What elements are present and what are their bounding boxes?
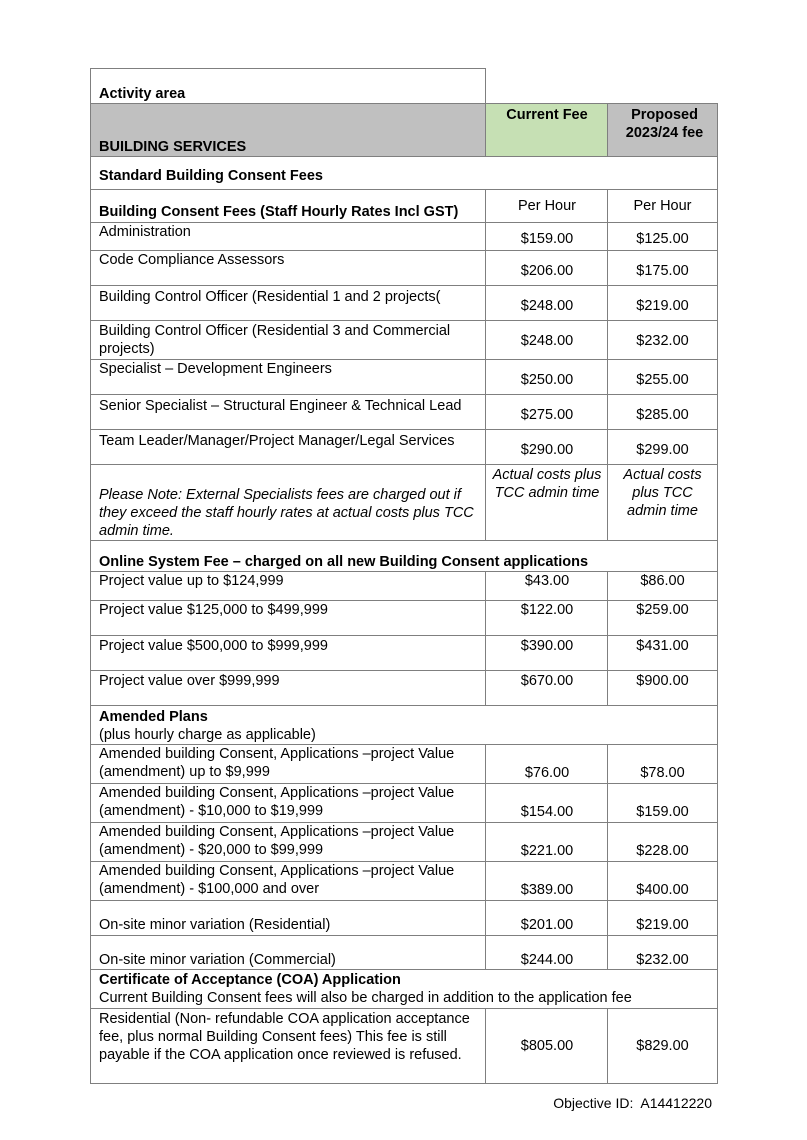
current-fee-cell xyxy=(485,285,608,321)
current-fee-cell xyxy=(485,222,608,251)
current-fee-value: $248.00 xyxy=(520,332,574,349)
row-label: Project value up to $124,999 xyxy=(99,573,284,589)
hourly-unit-proposed-text: Per Hour xyxy=(633,197,692,214)
current-fee-value: $122.00 xyxy=(520,602,574,618)
current-fee-header-text: Current Fee xyxy=(506,107,588,123)
current-fee-cell xyxy=(485,600,608,636)
proposed-fee-cell xyxy=(607,670,718,706)
proposed-fee-cell xyxy=(607,571,718,601)
row-label: Amended building Consent, Applications –project Value (amendment) - $100,000 and over xyxy=(99,863,455,897)
table-row xyxy=(90,359,486,395)
current-fee-value: $206.00 xyxy=(520,263,574,279)
online-fee-heading xyxy=(90,540,718,572)
note-current-cell xyxy=(485,464,608,541)
standard-fees-heading-text: Standard Building Consent Fees xyxy=(99,167,323,184)
proposed-fee-value: $159.00 xyxy=(636,804,689,820)
table-row xyxy=(90,250,486,286)
proposed-fee-header xyxy=(607,103,718,157)
table-row xyxy=(90,222,486,251)
current-fee-value: $159.00 xyxy=(520,231,574,247)
row-label: Residential (Non- refundable COA application acceptance fee, plus normal Building Consent fees) This fee is still payable if the COA application once reviewed is refused. xyxy=(99,1011,470,1063)
proposed-fee-value: $219.00 xyxy=(636,298,689,314)
proposed-fee-cell xyxy=(607,285,718,321)
coa-title: Certificate of Acceptance (COA) Application xyxy=(99,972,401,988)
current-fee-cell xyxy=(485,394,608,430)
hourly-unit-current xyxy=(485,189,608,223)
current-fee-value: $221.00 xyxy=(520,843,574,859)
table-row xyxy=(90,822,486,862)
standard-fees-heading xyxy=(90,156,718,190)
current-fee-cell xyxy=(485,320,608,360)
current-fee-cell xyxy=(485,1008,608,1084)
current-fee-value: $43.00 xyxy=(524,573,570,589)
hourly-rates-heading xyxy=(90,189,486,223)
proposed-fee-value: $900.00 xyxy=(636,673,689,689)
proposed-fee-value: $78.00 xyxy=(640,765,685,781)
proposed-fee-cell xyxy=(607,900,718,936)
current-fee-value: $670.00 xyxy=(520,673,574,689)
note-text: Please Note: External Specialists fees are charged out if they exceed the staff hourly rates at actual costs plus TCC admin time. xyxy=(99,487,474,539)
current-fee-value: $290.00 xyxy=(520,442,574,458)
section-title-cell xyxy=(90,103,486,157)
proposed-fee-cell xyxy=(607,783,718,823)
current-fee-cell xyxy=(485,635,608,671)
proposed-fee-cell xyxy=(607,359,718,395)
row-label: Team Leader/Manager/Project Manager/Legal Services xyxy=(99,433,455,449)
proposed-fee-value: $259.00 xyxy=(636,602,689,618)
objective-id-text: Objective ID: A14412220 xyxy=(553,1095,712,1111)
proposed-fee-header-text: Proposed 2023/24 fee xyxy=(625,107,704,141)
current-fee-value: $389.00 xyxy=(520,882,574,898)
table-row xyxy=(90,635,486,671)
proposed-fee-cell xyxy=(607,222,718,251)
current-fee-value: $250.00 xyxy=(520,372,574,388)
current-fee-value: $275.00 xyxy=(520,407,574,423)
proposed-fee-value: $232.00 xyxy=(636,332,689,349)
proposed-fee-cell xyxy=(607,822,718,862)
current-fee-value: $76.00 xyxy=(524,765,570,781)
note-proposed-cell xyxy=(607,464,718,541)
activity-area-text: Activity area xyxy=(99,86,186,102)
table-row xyxy=(90,1008,486,1084)
table-row xyxy=(90,744,486,784)
proposed-fee-value: $228.00 xyxy=(636,843,689,859)
hourly-rates-heading-text: Building Consent Fees (Staff Hourly Rates Incl GST) xyxy=(99,204,459,220)
current-fee-cell xyxy=(485,429,608,465)
table-row xyxy=(90,600,486,636)
proposed-fee-cell xyxy=(607,600,718,636)
proposed-fee-cell xyxy=(607,935,718,970)
current-fee-cell xyxy=(485,250,608,286)
table-row xyxy=(90,285,486,321)
row-label: Project value $500,000 to $999,999 xyxy=(99,638,328,654)
row-label: Amended building Consent, Applications –project Value (amendment) - $20,000 to $99,999 xyxy=(99,824,455,858)
current-fee-value: $154.00 xyxy=(520,804,574,820)
table-row xyxy=(90,861,486,901)
proposed-fee-value: $232.00 xyxy=(636,952,689,968)
external-specialists-note xyxy=(90,464,486,541)
row-label: Administration xyxy=(99,224,191,240)
amended-plans-heading xyxy=(90,705,718,745)
coa-heading xyxy=(90,969,718,1009)
proposed-fee-value: $431.00 xyxy=(636,638,689,654)
current-fee-cell xyxy=(485,571,608,601)
hourly-unit-current-text: Per Hour xyxy=(517,197,577,214)
row-label: Amended building Consent, Applications –project Value (amendment) - $10,000 to $19,999 xyxy=(99,785,455,819)
table-row xyxy=(90,900,486,936)
proposed-fee-cell xyxy=(607,250,718,286)
hourly-unit-proposed xyxy=(607,189,718,223)
current-fee-header xyxy=(485,103,608,157)
current-fee-cell xyxy=(485,822,608,862)
row-label: Building Control Officer (Residential 1 and 2 projects( xyxy=(99,289,441,305)
row-label: Project value over $999,999 xyxy=(99,673,280,689)
amended-plans-subtitle: (plus hourly charge as applicable) xyxy=(99,727,316,743)
table-row xyxy=(90,394,486,430)
current-fee-cell xyxy=(485,359,608,395)
current-fee-value: $390.00 xyxy=(520,638,574,654)
current-fee-value: $201.00 xyxy=(520,917,574,933)
table-row xyxy=(90,670,486,706)
proposed-fee-cell xyxy=(607,744,718,784)
table-row xyxy=(90,783,486,823)
proposed-fee-cell xyxy=(607,1008,718,1084)
table-row xyxy=(90,571,486,601)
proposed-fee-cell xyxy=(607,429,718,465)
current-fee-value: $805.00 xyxy=(520,1038,574,1054)
online-fee-heading-text: Online System Fee – charged on all new Building Consent applications xyxy=(99,554,589,570)
proposed-fee-value: $255.00 xyxy=(636,372,689,388)
current-fee-cell xyxy=(485,861,608,901)
current-fee-cell xyxy=(485,935,608,970)
row-label: Code Compliance Assessors xyxy=(99,252,285,268)
table-row xyxy=(90,429,486,465)
row-label: On-site minor variation (Residential) xyxy=(99,917,331,933)
row-label: Amended building Consent, Applications –project Value (amendment) up to $9,999 xyxy=(99,746,455,780)
row-label: Specialist – Development Engineers xyxy=(99,361,332,377)
row-label: Project value $125,000 to $499,999 xyxy=(99,602,328,618)
table-row xyxy=(90,320,486,360)
row-label: On-site minor variation (Commercial) xyxy=(99,952,336,968)
proposed-fee-value: $829.00 xyxy=(636,1038,689,1054)
amended-plans-title: Amended Plans xyxy=(99,709,208,725)
proposed-fee-cell xyxy=(607,320,718,360)
coa-subtitle: Current Building Consent fees will also be charged in addition to the application fee xyxy=(99,990,632,1006)
current-fee-value: $244.00 xyxy=(520,952,574,968)
proposed-fee-cell xyxy=(607,635,718,671)
note-proposed-text: Actual costs plus TCC admin time xyxy=(623,467,702,519)
current-fee-cell xyxy=(485,783,608,823)
proposed-fee-value: $86.00 xyxy=(640,573,685,589)
row-label: Senior Specialist – Structural Engineer & Technical Lead xyxy=(99,398,462,414)
row-label: Building Control Officer (Residential 3 and Commercial projects) xyxy=(99,323,451,357)
current-fee-cell xyxy=(485,670,608,706)
proposed-fee-cell xyxy=(607,394,718,430)
current-fee-cell xyxy=(485,900,608,936)
proposed-fee-value: $175.00 xyxy=(636,263,689,279)
note-current-text: Actual costs plus TCC admin time xyxy=(492,467,602,501)
objective-id xyxy=(540,1095,712,1111)
proposed-fee-value: $219.00 xyxy=(636,917,689,933)
proposed-fee-value: $285.00 xyxy=(636,407,689,423)
activity-area-label xyxy=(90,68,486,104)
proposed-fee-value: $299.00 xyxy=(636,442,689,458)
table-row xyxy=(90,935,486,970)
proposed-fee-cell xyxy=(607,861,718,901)
proposed-fee-value: $400.00 xyxy=(636,882,689,898)
proposed-fee-value: $125.00 xyxy=(636,231,689,247)
current-fee-value: $248.00 xyxy=(520,298,574,314)
current-fee-cell xyxy=(485,744,608,784)
section-title: BUILDING SERVICES xyxy=(99,139,247,155)
